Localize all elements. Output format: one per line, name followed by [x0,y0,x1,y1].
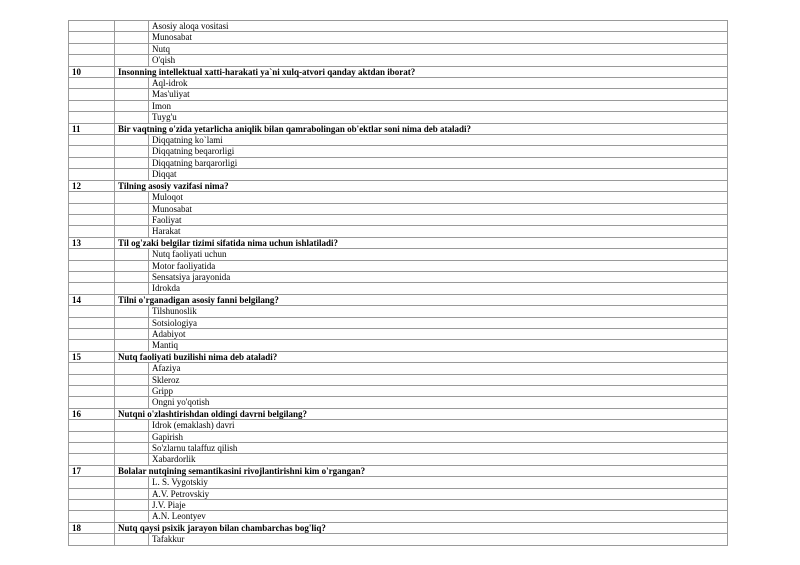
answer-option-text: O'qish [149,55,728,66]
answer-option-text: Gapirish [149,431,728,442]
question-text: Insonning intellektual xatti-harakati ya`ni xulq-atvori qanday aktdan iborat? [115,66,728,77]
answer-row [69,500,728,511]
number-cell-empty [69,431,115,442]
indent-cell [115,135,149,146]
answer-row [69,431,728,442]
answer-option-text: Ongni yo'qotish [149,397,728,408]
indent-cell [115,271,149,282]
answer-option-text: Xabardorlik [149,454,728,465]
number-cell-empty [69,374,115,385]
indent-cell [115,203,149,214]
question-row [69,180,728,191]
question-row [69,66,728,77]
answer-option-text: J.V. Piaje [149,500,728,511]
answer-row [69,306,728,317]
indent-cell [115,386,149,397]
question-number: 12 [69,180,115,191]
answer-option-text: L. S. Vygotskiy [149,477,728,488]
indent-cell [115,192,149,203]
indent-cell [115,55,149,66]
question-text: Nutq qaysi psixik jarayon bilan chambarchas bog'liq? [115,522,728,533]
answer-option-text: Idrokda [149,283,728,294]
question-number: 15 [69,351,115,362]
number-cell-empty [69,100,115,111]
answer-row [69,146,728,157]
answer-row [69,488,728,499]
answer-row [69,328,728,339]
number-cell-empty [69,192,115,203]
question-number: 16 [69,408,115,419]
indent-cell [115,420,149,431]
question-row [69,123,728,134]
question-text: Til og'zaki belgilar tizimi sifatida nima uchun ishlatiladi? [115,237,728,248]
indent-cell [115,431,149,442]
question-number: 13 [69,237,115,248]
answer-row [69,454,728,465]
number-cell-empty [69,443,115,454]
indent-cell [115,32,149,43]
answer-row [69,340,728,351]
indent-cell [115,226,149,237]
number-cell-empty [69,306,115,317]
question-row [69,465,728,476]
indent-cell [115,397,149,408]
question-text: Bolalar nutqining semantikasini rivojlantirishni kim o'rgangan? [115,465,728,476]
answer-option-text: Motor faoliyatida [149,260,728,271]
answer-option-text: Afaziya [149,363,728,374]
indent-cell [115,157,149,168]
answer-row [69,363,728,374]
answer-row [69,260,728,271]
question-number: 14 [69,294,115,305]
answer-row [69,43,728,54]
question-row [69,294,728,305]
quiz-table [68,20,728,546]
answer-option-text: Diqqatning beqarorligi [149,146,728,157]
answer-option-text: Idrok (emaklash) davri [149,420,728,431]
answer-row [69,32,728,43]
indent-cell [115,443,149,454]
indent-cell [115,43,149,54]
number-cell-empty [69,157,115,168]
answer-option-text: Nutq [149,43,728,54]
question-number: 17 [69,465,115,476]
answer-option-text: So'zlarnu talaffuz qilish [149,443,728,454]
indent-cell [115,169,149,180]
answer-option-text: Aql-idrok [149,78,728,89]
indent-cell [115,100,149,111]
answer-row [69,112,728,123]
answer-row [69,317,728,328]
number-cell-empty [69,135,115,146]
number-cell-empty [69,397,115,408]
number-cell-empty [69,55,115,66]
number-cell-empty [69,21,115,32]
answer-row [69,135,728,146]
question-number: 18 [69,522,115,533]
number-cell-empty [69,386,115,397]
number-cell-empty [69,169,115,180]
answer-option-text: Skleroz [149,374,728,385]
answer-option-text: Gripp [149,386,728,397]
answer-option-text: Diqqatning barqarorligi [149,157,728,168]
number-cell-empty [69,420,115,431]
indent-cell [115,374,149,385]
answer-row [69,169,728,180]
number-cell-empty [69,477,115,488]
answer-row [69,443,728,454]
answer-option-text: A.V. Petrovskiy [149,488,728,499]
number-cell-empty [69,203,115,214]
answer-option-text: Mantiq [149,340,728,351]
number-cell-empty [69,89,115,100]
indent-cell [115,328,149,339]
indent-cell [115,283,149,294]
answer-option-text: Muloqot [149,192,728,203]
question-row [69,351,728,362]
indent-cell [115,21,149,32]
number-cell-empty [69,500,115,511]
answer-option-text: Munosabat [149,32,728,43]
number-cell-empty [69,32,115,43]
answer-option-text: Sensatsiya jarayonida [149,271,728,282]
answer-row [69,203,728,214]
answer-option-text: Tafakkur [149,534,728,545]
indent-cell [115,78,149,89]
answer-row [69,21,728,32]
indent-cell [115,89,149,100]
answer-option-text: Nutq faoliyati uchun [149,249,728,260]
answer-row [69,157,728,168]
answer-row [69,214,728,225]
number-cell-empty [69,363,115,374]
answer-option-text: A.N. Leontyev [149,511,728,522]
indent-cell [115,112,149,123]
question-text: Bir vaqtning o'zida yetarlicha aniqlik bilan qamrabolingan ob'ektlar soni nima deb ataladi? [115,123,728,134]
question-text: Nutq faoliyati buzilishi nima deb ataladi? [115,351,728,362]
number-cell-empty [69,511,115,522]
answer-row [69,249,728,260]
indent-cell [115,488,149,499]
answer-option-text: Faoliyat [149,214,728,225]
question-number: 10 [69,66,115,77]
answer-row [69,386,728,397]
answer-option-text: Tuyg'u [149,112,728,123]
answer-row [69,397,728,408]
number-cell-empty [69,249,115,260]
question-text: Nutqni o'zlashtirishdan oldingi davrni belgilang? [115,408,728,419]
indent-cell [115,214,149,225]
indent-cell [115,317,149,328]
answer-option-text: Adabiyot [149,328,728,339]
question-row [69,237,728,248]
indent-cell [115,534,149,545]
answer-row [69,78,728,89]
number-cell-empty [69,112,115,123]
answer-row [69,226,728,237]
answer-option-text: Munosabat [149,203,728,214]
answer-option-text: Diqqatning ko`lami [149,135,728,146]
number-cell-empty [69,283,115,294]
quiz-table-body [69,21,728,546]
number-cell-empty [69,488,115,499]
answer-option-text: Imon [149,100,728,111]
number-cell-empty [69,214,115,225]
number-cell-empty [69,146,115,157]
answer-option-text: Mas'uliyat [149,89,728,100]
number-cell-empty [69,328,115,339]
answer-option-text: Asosiy aloqa vositasi [149,21,728,32]
question-text: Tilni o'rganadigan asosiy fanni belgilang? [115,294,728,305]
answer-row [69,55,728,66]
answer-row [69,511,728,522]
number-cell-empty [69,317,115,328]
indent-cell [115,260,149,271]
answer-option-text: Sotsiologiya [149,317,728,328]
number-cell-empty [69,534,115,545]
number-cell-empty [69,260,115,271]
question-number: 11 [69,123,115,134]
answer-row [69,192,728,203]
indent-cell [115,477,149,488]
indent-cell [115,511,149,522]
number-cell-empty [69,271,115,282]
answer-row [69,283,728,294]
indent-cell [115,249,149,260]
answer-row [69,477,728,488]
answer-row [69,420,728,431]
question-row [69,408,728,419]
number-cell-empty [69,340,115,351]
indent-cell [115,454,149,465]
number-cell-empty [69,78,115,89]
answer-row [69,271,728,282]
question-row [69,522,728,533]
indent-cell [115,363,149,374]
answer-row [69,100,728,111]
question-text: Tilning asosiy vazifasi nima? [115,180,728,191]
number-cell-empty [69,226,115,237]
indent-cell [115,146,149,157]
answer-option-text: Diqqat [149,169,728,180]
answer-option-text: Tilshunoslik [149,306,728,317]
answer-row [69,374,728,385]
indent-cell [115,306,149,317]
answer-row [69,89,728,100]
number-cell-empty [69,43,115,54]
indent-cell [115,500,149,511]
indent-cell [115,340,149,351]
number-cell-empty [69,454,115,465]
answer-row [69,534,728,545]
answer-option-text: Harakat [149,226,728,237]
